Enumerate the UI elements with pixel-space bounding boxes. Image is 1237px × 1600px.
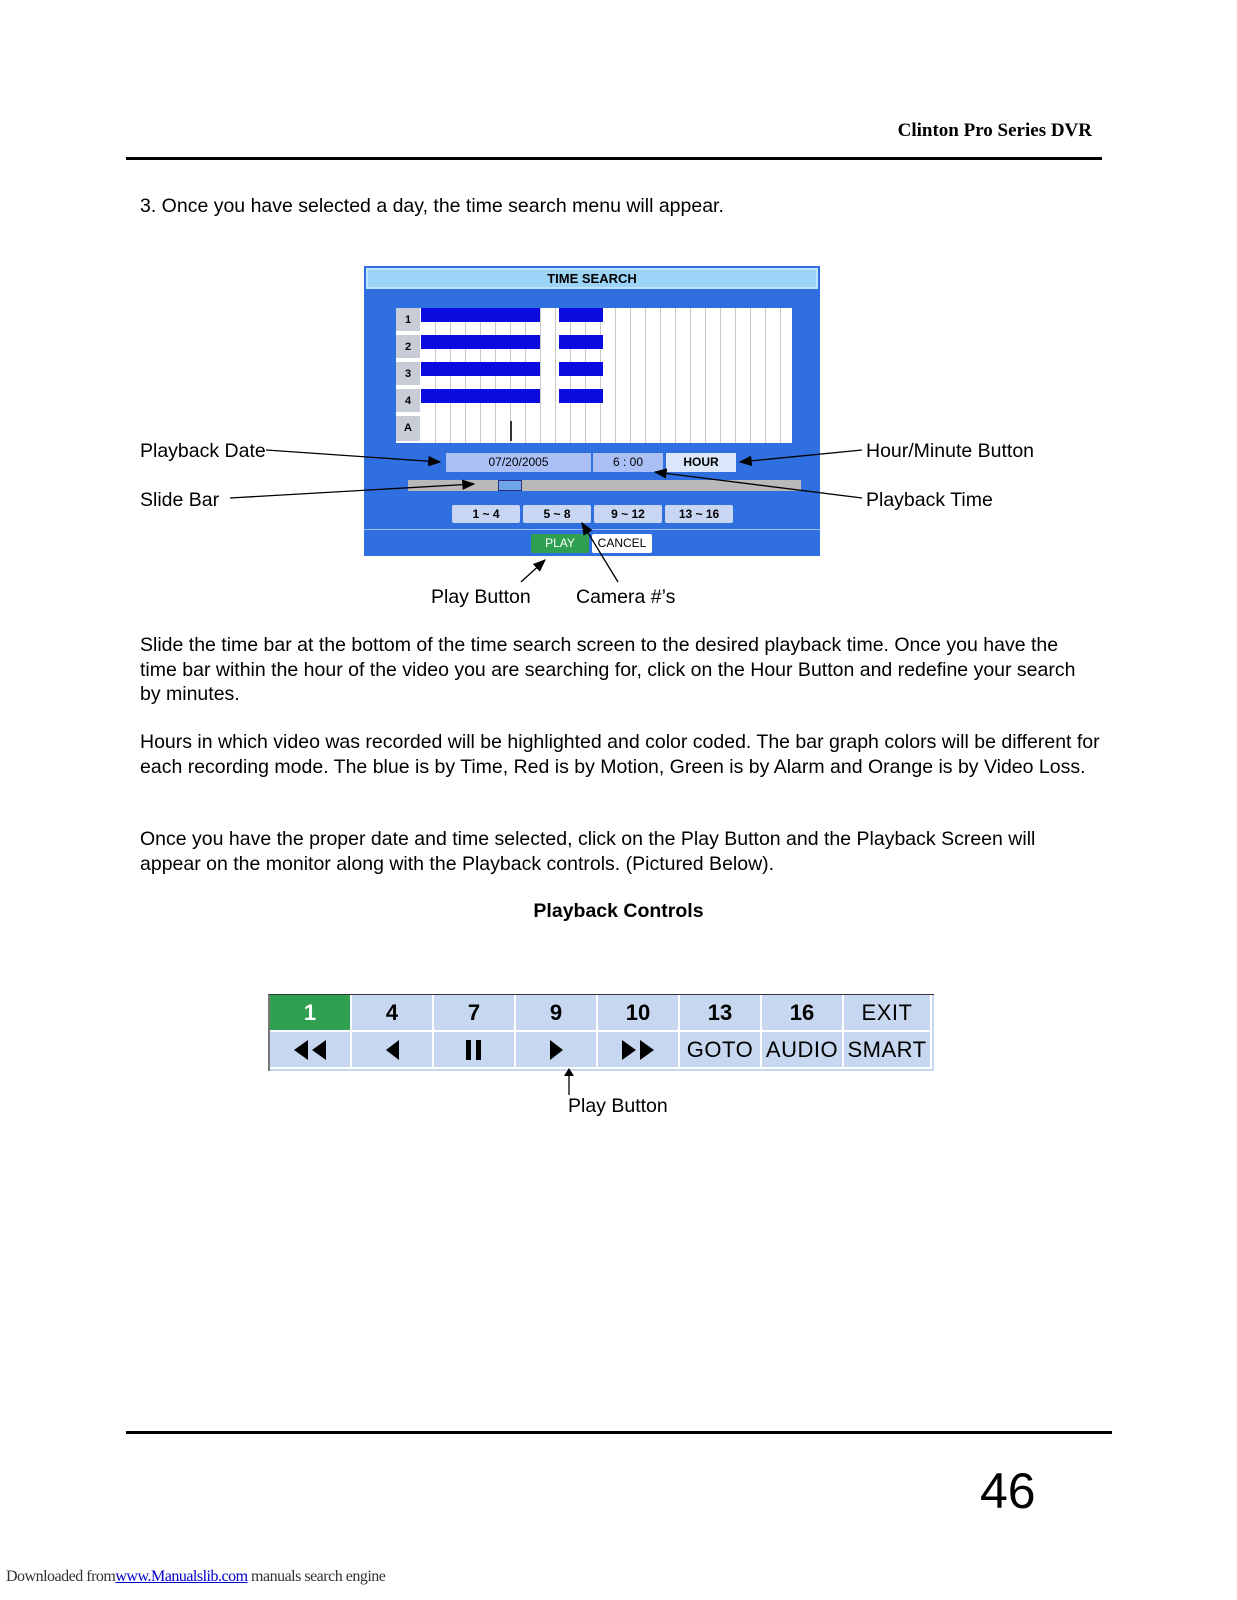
channel-label-4: 4 (396, 389, 420, 414)
callout-arrows (0, 0, 1237, 620)
document-header-title: Clinton Pro Series DVR (897, 120, 1092, 141)
download-footer (6, 1568, 385, 1586)
fast-forward-button[interactable] (598, 1032, 680, 1069)
footer-suffix: manuals search engine (247, 1568, 386, 1585)
camera-group-button[interactable]: 5 ~ 8 (523, 505, 591, 523)
callout-camera-numbers: Camera #’s (576, 586, 676, 608)
channel-button-16[interactable]: 16 (762, 995, 844, 1032)
channel-button-4[interactable]: 4 (352, 995, 434, 1032)
fast-rewind-button[interactable] (270, 1032, 352, 1069)
channel-label-a: A (396, 416, 420, 443)
time-search-title: TIME SEARCH (366, 268, 818, 289)
rewind-icon (382, 1039, 402, 1061)
page-number: 46 (980, 1463, 1036, 1519)
exit-button[interactable]: EXIT (844, 995, 932, 1032)
callout-playback-date: Playback Date (140, 440, 266, 462)
fast-forward-icon (618, 1039, 658, 1061)
playback-date-field[interactable]: 07/20/2005 (446, 453, 591, 472)
camera-group-button[interactable]: 13 ~ 16 (665, 505, 733, 523)
playback-controls-bar (268, 994, 934, 1071)
callout-play-button: Play Button (431, 586, 531, 608)
paragraph-slide: Slide the time bar at the bottom of the time search screen to the desired playback time. Once you have the time bar within the hour of the video you are searching for, click on the Hour Button and redefine your search by minutes. (140, 634, 1076, 705)
playback-controls-heading: Playback Controls (533, 900, 704, 922)
play-button-arrow (559, 1067, 579, 1097)
callout-play-button-controls: Play Button (568, 1095, 668, 1117)
paragraph-colors: Hours in which video was recorded will be highlighted and color coded. The bar graph colors will be different for each recording mode. The blue is by Time, Red is by Motion, Green is by Alarm and Orange is by Video Loss. (140, 731, 1100, 778)
paragraph-play: Once you have the proper date and time selected, click on the Play Button and the Playback Screen will appear on the monitor along with the Playback controls. (Pictured Below). (140, 828, 1036, 875)
smart-button[interactable]: SMART (844, 1032, 932, 1069)
camera-group-button[interactable]: 1 ~ 4 (452, 505, 520, 523)
rewind-button[interactable] (352, 1032, 434, 1069)
hour-minute-button[interactable]: HOUR (666, 453, 736, 472)
channel-button-10[interactable]: 10 (598, 995, 680, 1032)
channel-button-9[interactable]: 9 (516, 995, 598, 1032)
play-icon (546, 1039, 566, 1061)
play-button[interactable]: PLAY (531, 534, 589, 553)
channel-label-1: 1 (396, 308, 420, 333)
channel-label-3: 3 (396, 362, 420, 387)
footer-rule (126, 1431, 1112, 1434)
callout-playback-time: Playback Time (866, 489, 993, 511)
manualslib-link[interactable]: www.Manualslib.com (115, 1568, 248, 1585)
channel-button-7[interactable]: 7 (434, 995, 516, 1032)
callout-hour-minute-button: Hour/Minute Button (866, 440, 1035, 462)
channel-button-13[interactable]: 13 (680, 995, 762, 1032)
camera-group-button[interactable]: 9 ~ 12 (594, 505, 662, 523)
channel-label-2: 2 (396, 335, 420, 360)
goto-button[interactable]: GOTO (680, 1032, 762, 1069)
audio-button[interactable]: AUDIO (762, 1032, 844, 1069)
channel-button-1[interactable]: 1 (270, 995, 352, 1032)
fast-rewind-icon (290, 1039, 330, 1061)
callout-slide-bar: Slide Bar (140, 489, 220, 511)
cancel-button[interactable]: CANCEL (592, 534, 652, 553)
pause-icon (463, 1039, 485, 1061)
footer-prefix: Downloaded from (6, 1568, 116, 1585)
playback-time-field[interactable]: 6 : 00 (593, 453, 663, 472)
pause-button[interactable] (434, 1032, 516, 1069)
play-control-button[interactable] (516, 1032, 598, 1069)
step-text: 3. Once you have selected a day, the time search menu will appear. (140, 195, 724, 217)
